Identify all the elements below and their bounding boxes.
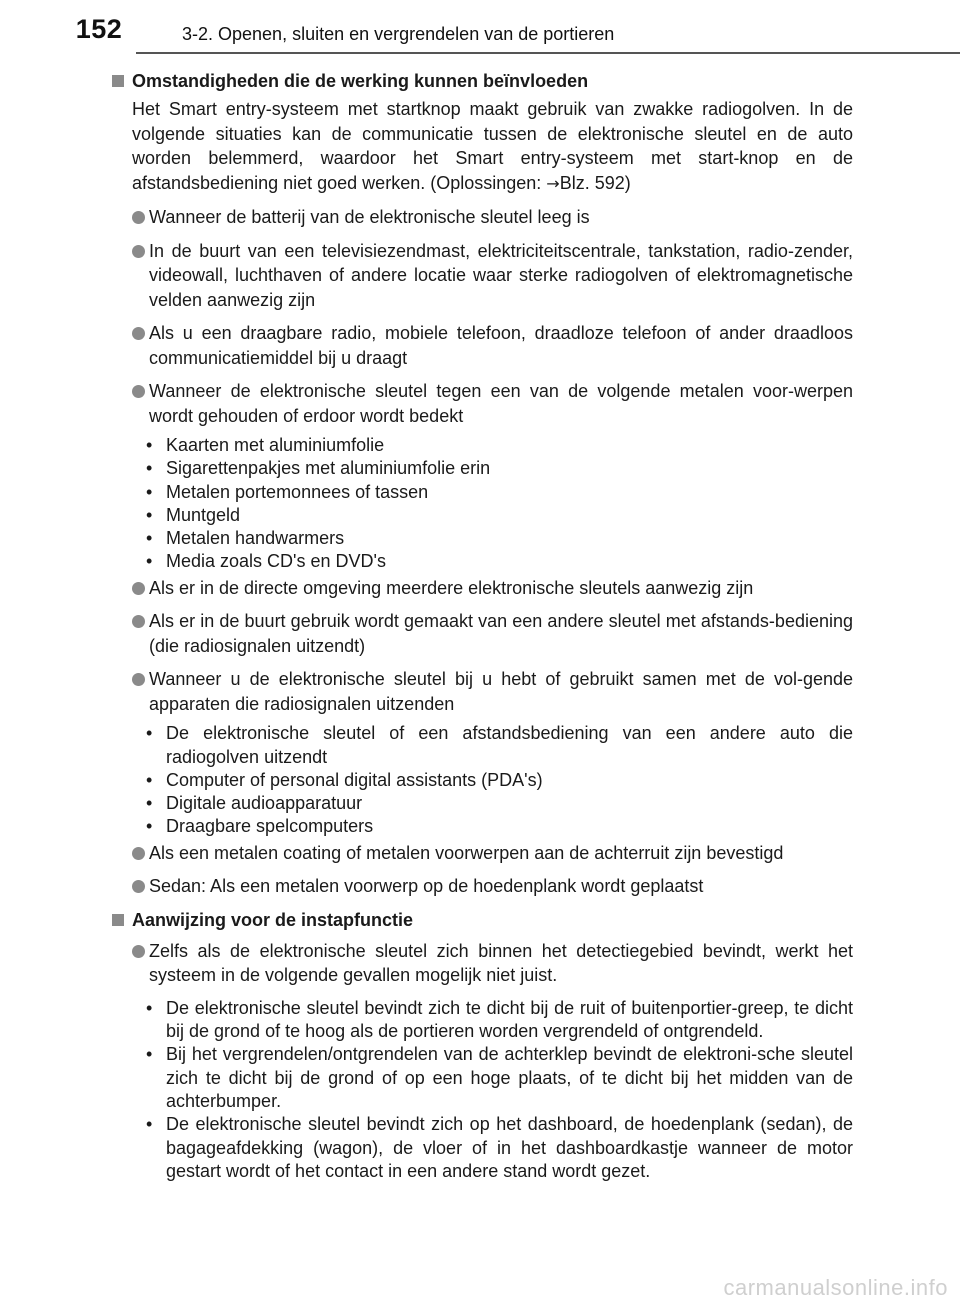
square-bullet-icon [112, 914, 124, 926]
list-item [132, 379, 853, 428]
list-item-text: Als er in de buurt gebruik wordt gemaakt van een andere sleutel met afstands-bediening (die radiosignalen uitzendt) [149, 611, 853, 656]
round-bullet-icon [132, 847, 145, 860]
list-item [132, 609, 853, 658]
radio-devices-list [142, 722, 853, 838]
sub-list-item: • De elektronische sleutel bevindt zich te dicht bij de ruit of buitenportier-greep, te dicht bij de grond of te hoog als de portieren worden vergrendeld of ontgrendeld. [146, 997, 853, 1042]
sub-list-item: • Metalen portemonnees of tassen [146, 481, 429, 502]
list-item [132, 939, 853, 988]
round-bullet-icon [132, 245, 145, 258]
entry-cases-list [142, 997, 853, 1183]
sub-list-item: • Metalen handwarmers [146, 528, 345, 549]
list-item-text: Als een metalen coating of metalen voorwerpen aan de achterruit zijn bevestigd [149, 842, 784, 863]
page-reference-link[interactable]: Blz. 592) [559, 172, 631, 193]
sub-list-item: • De elektronische sleutel of een afstandsbediening van een andere auto die radiogolven uitzendt [146, 723, 853, 767]
page-header [0, 0, 960, 68]
round-bullet-icon [132, 880, 145, 893]
section-heading-entry-function [108, 908, 853, 933]
sub-list-item: • Draagbare spelcomputers [146, 816, 374, 837]
metal-objects-list [142, 434, 853, 574]
list-item [132, 321, 853, 370]
list-item-text: Wanneer u de elektronische sleutel bij u hebt of gebruikt samen met de vol-gende apparaten die radiosignalen uitzenden [149, 669, 853, 714]
sub-list-item: • Media zoals CD's en DVD's [146, 551, 386, 572]
list-item [132, 239, 853, 313]
list-item [132, 205, 853, 230]
list-item-text: Wanneer de batterij van de elektronische sleutel leeg is [149, 207, 590, 227]
list-item [132, 841, 853, 866]
list-item-text: In de buurt van een televisiezendmast, elektriciteitscentrale, tankstation, radio-zender, videowall, luchthaven of andere locatie waar sterke radiogolven of elektromagnetische velden aanwezig zijn [149, 240, 853, 310]
round-bullet-icon [132, 615, 145, 628]
sub-list-item: • Bij het vergrendelen/ontgrendelen van de achterklep bevindt de elektroni-sche sleutel zich te dicht bij de grond of op een hoge plaats, of te dicht bij het midden van de achterbumper. [146, 1044, 853, 1111]
sub-list-item: • Sigarettenpakjes met aluminiumfolie erin [146, 458, 491, 479]
list-item [132, 874, 853, 899]
list-item-text: Sedan: Als een metalen voorwerp op de hoedenplank wordt geplaatst [149, 876, 704, 897]
page-number: 152 [62, 14, 136, 44]
section-heading-circumstances [108, 69, 853, 94]
list-item-text: Wanneer de elektronische sleutel tegen een van de volgende metalen voor-werpen wordt gehouden of erdoor wordt bedekt [149, 381, 853, 426]
sub-list-item: • Kaarten met aluminiumfolie [146, 435, 385, 455]
round-bullet-icon [132, 327, 145, 340]
intro-paragraph [132, 97, 853, 196]
round-bullet-icon [132, 582, 145, 595]
sub-list-item: • De elektronische sleutel bevindt zich op het dashboard, de hoedenplank (sedan), de bagageafdekking (wagon), de vloer of in het dashboardkastje wanneer de motor gestart wordt of het contact in een andere stand wordt gezet. [146, 1114, 853, 1181]
intro-text: Het Smart entry-systeem met startknop maakt gebruik van zwakke radiogolven. In de volgende situaties kan de communicatie tussen de elektronische sleutel en de auto worden belemmerd, waardoor het Smart entry-systeem met start-knop en de afstandsbediening niet goed werken. (Oplossingen: [132, 99, 853, 193]
chapter-title: 3-2. Openen, sluiten en vergrendelen van de portieren [182, 24, 615, 44]
header-divider [136, 52, 960, 54]
sub-list-item: • Muntgeld [146, 504, 241, 525]
watermark: carmanualsonline.info [723, 1275, 948, 1300]
sub-list-item: • Computer of personal digital assistants (PDA's) [146, 769, 543, 790]
list-item [132, 576, 853, 601]
round-bullet-icon [132, 211, 145, 224]
list-item-text: Als er in de directe omgeving meerdere elektronische sleutels aanwezig zijn [149, 577, 754, 598]
sub-list-item: • Digitale audioapparatuur [146, 793, 363, 814]
round-bullet-icon [132, 945, 145, 958]
round-bullet-icon [132, 385, 145, 398]
list-item-text: Als u een draagbare radio, mobiele telefoon, draadloze telefoon of ander draadloos communicatiemiddel bij u draagt [149, 323, 853, 368]
page-content [108, 68, 853, 1183]
arrow-icon: → [546, 173, 560, 193]
square-bullet-icon [112, 75, 124, 87]
list-item-text: Zelfs als de elektronische sleutel zich binnen het detectiegebied bevindt, werkt het systeem in de volgende gevallen mogelijk niet juist. [149, 940, 853, 986]
section-heading-text: Aanwijzing voor de instapfunctie [132, 909, 414, 930]
list-item [132, 667, 853, 716]
section-heading-text: Omstandigheden die de werking kunnen beïnvloeden [132, 71, 589, 91]
round-bullet-icon [132, 673, 145, 686]
